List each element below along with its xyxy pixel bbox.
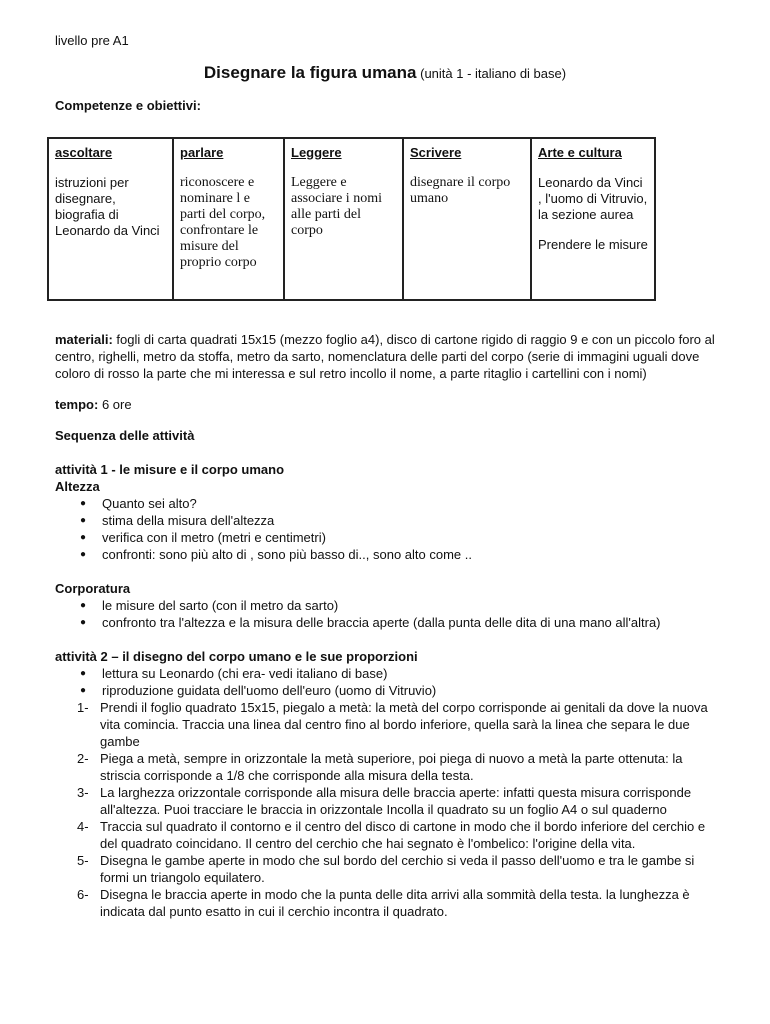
attivita2-bullets: [55, 665, 720, 699]
list-item: ● le misure del sarto (con il metro da sarto): [102, 597, 720, 614]
table-row: [48, 138, 655, 300]
cell-text: Leonardo da Vinci , l'uomo di Vitruvio, la sezione aurea: [538, 175, 648, 222]
table-cell-leggere: [284, 138, 403, 300]
competenze-heading: Competenze e obiettivi:: [55, 98, 201, 113]
list-item: ● lettura su Leonardo (chi era- vedi italiano di base): [102, 665, 720, 682]
cell-text: istruzioni per disegnare, biografia di Leonardo da Vinci: [55, 175, 160, 238]
step-item: [55, 699, 720, 750]
step-item: [55, 852, 720, 886]
corporatura-heading: Corporatura: [55, 581, 131, 596]
table-cell-ascoltare: [48, 138, 173, 300]
tempo-label: tempo:: [55, 397, 99, 412]
level-label: livello pre A1: [55, 33, 129, 48]
attivita2-steps: [55, 699, 720, 920]
table-cell-scrivere: [403, 138, 531, 300]
attivita2-title: attività 2 – il disegno del corpo umano e le sue proporzioni: [55, 649, 418, 664]
step-item: [55, 784, 720, 818]
competenze-table: [47, 137, 656, 301]
list-item: ● confronto tra l'altezza e la misura delle braccia aperte (dalla punta delle dita di una mano all'altra): [102, 614, 720, 631]
materiali-text: fogli di carta quadrati 15x15 (mezzo foglio a4), disco di cartone rigido di raggio 9 e con un piccolo foro al centro, righelli, metro da stoffa, metro da sarto, nomenclatura delle parti del corpo (serie di immagini uguali dove coloro di rosso la parte che mi interessa e sul retro incollo il nome, a parte ritaglio i cartellini con i nomi): [55, 332, 715, 381]
tempo-text: 6 ore: [98, 397, 132, 412]
page-subtitle: (unità 1 - italiano di base): [420, 66, 567, 81]
sequenza-heading: Sequenza delle attività: [55, 428, 195, 443]
table-cell-parlare: [173, 138, 284, 300]
step-number: 5-: [77, 853, 89, 868]
step-number: 2-: [77, 751, 89, 766]
table-cell-arte-cultura: [531, 138, 655, 300]
step-text: Prendi il foglio quadrato 15x15, piegalo a metà: la metà del corpo corrisponde ai genitali da dove la nuova vita comincia. Traccia una linea dal centro fino al bordo inferiore, quella sarà la linea che separa le due gambe: [100, 700, 708, 749]
document-body: [55, 331, 720, 920]
title-row: [55, 63, 715, 83]
page-header: [55, 33, 715, 113]
cell-text: disegnare il corpo umano: [410, 175, 511, 206]
materiali-label: materiali:: [55, 332, 113, 347]
column-header: Scrivere: [410, 145, 462, 160]
list-item: ● riproduzione guidata dell'uomo dell'euro (uomo di Vitruvio): [102, 682, 720, 699]
cell-text: Leggere e associare i nomi alle parti del corpo: [291, 175, 382, 238]
altezza-list: [55, 495, 720, 563]
column-header: Arte e cultura: [538, 145, 622, 160]
step-item: [55, 750, 720, 784]
step-number: 6-: [77, 887, 89, 902]
column-header: parlare: [180, 145, 224, 160]
step-text: La larghezza orizzontale corrisponde alla misura delle braccia aperte: infatti questa misura corrisponde all'altezza. Puoi tracciare le braccia in orizzontale Incolla il quadrato su un foglio A4 o sul quaderno: [100, 785, 692, 817]
list-item: ● verifica con il metro (metri e centimetri): [102, 529, 720, 546]
page-title: Disegnare la figura umana: [203, 63, 417, 82]
column-header: Leggere: [291, 145, 342, 160]
step-text: Disegna le gambe aperte in modo che sul bordo del cerchio si veda il passo dell'uomo e tra le gambe si formi un triangolo equilatero.: [100, 853, 695, 885]
step-item: [55, 886, 720, 920]
step-text: Piega a metà, sempre in orizzontale la metà superiore, poi piega di nuovo a metà la parte ottenuta: la striscia corrisponde a 1/8 che corrisponde alla misura della testa.: [100, 751, 683, 783]
step-number: 1-: [77, 700, 89, 715]
cell-text: riconoscere e nominare l e parti del corpo, confrontare le misure del proprio corpo: [180, 175, 266, 270]
step-number: 4-: [77, 819, 89, 834]
list-item: ● confronti: sono più alto di , sono più basso di.., sono alto come ..: [102, 546, 720, 563]
tempo-paragraph: [55, 396, 720, 413]
list-item: ● stima della misura dell'altezza: [102, 512, 720, 529]
column-header: ascoltare: [55, 145, 113, 160]
altezza-heading: Altezza: [55, 479, 100, 494]
step-text: Traccia sul quadrato il contorno e il centro del disco di cartone in modo che il bordo inferiore del cerchio e del quadrato coincidano. Il centro del cerchio che hai segnato è l'ombelico: l'origine della vita.: [100, 819, 706, 851]
materiali-paragraph: [55, 331, 720, 382]
step-text: Disegna le braccia aperte in modo che la punta delle dita arrivi alla sommità della testa. la lunghezza è indicata dal punto esatto in cui il cerchio incontra il quadrato.: [100, 887, 690, 919]
list-item: ● Quanto sei alto?: [102, 495, 720, 512]
attivita1-title: attività 1 - le misure e il corpo umano: [55, 462, 285, 477]
cell-text: Prendere le misure: [538, 237, 648, 252]
step-number: 3-: [77, 785, 89, 800]
corporatura-list: [55, 597, 720, 631]
step-item: [55, 818, 720, 852]
